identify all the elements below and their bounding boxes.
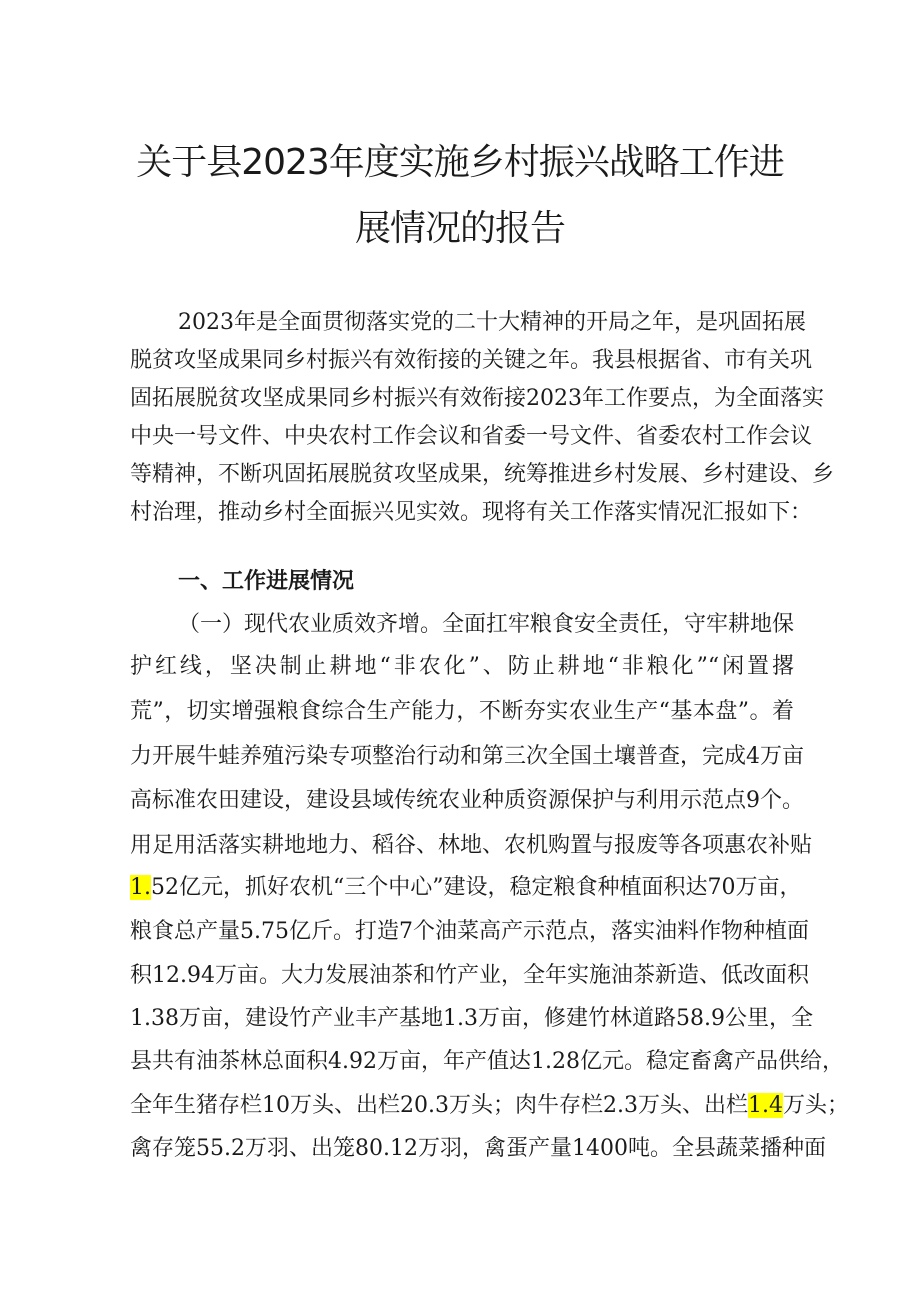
intro-line-4: 中央一号文件、中央农村工作会议和省委一号文件、省委农村工作会议: [130, 424, 813, 449]
document-title-line2: 展情况的报告: [354, 208, 565, 249]
paragraph-line-12: [130, 1091, 849, 1121]
paragraph-line-11: 县共有油茶林总面积4.92万亩，年产值达1.28亿元。稳定畜禽产品供给，: [130, 1049, 844, 1074]
paragraph-line-6: 用足用活落实耕地地力、稻谷、林地、农机购置与报废等各项惠农补贴: [130, 833, 813, 858]
document-title-line1: 关于县2023年度实施乡村振兴战略工作进: [136, 142, 784, 183]
intro-line-2: 脱贫攻坚成果同乡村振兴有效衔接的关键之年。我县根据省、市有关巩: [130, 348, 813, 373]
paragraph-line-2: 护红线，坚决制止耕地“非农化”、防止耕地“非粮化”“闲置撂: [130, 654, 794, 679]
paragraph-line-8: 粮食总产量5.75亿斤。打造7个油菜高产示范点，落实油料作物种植面: [130, 919, 809, 944]
intro-line-6: 村治理，推动乡村全面振兴见实效。现将有关工作落实情况汇报如下：: [130, 500, 813, 525]
paragraph-line-13: 禽存笼55.2万羽、出笼80.12万羽，禽蛋产量1400吨。全县蔬菜播种面: [130, 1136, 826, 1161]
highlighted-text: 1.4: [747, 1093, 783, 1118]
intro-line-1: 2023年是全面贯彻落实党的二十大精神的开局之年，是巩固拓展: [178, 310, 806, 335]
intro-line-5: 等精神，不断巩固拓展脱贫攻坚成果，统筹推进乡村发展、乡村建设、乡: [130, 462, 835, 487]
paragraph-line-7: [130, 873, 802, 903]
paragraph-line-10: 1.38万亩，建设竹产业丰产基地1.3万亩，修建竹林道路58.9公里，全: [130, 1006, 813, 1031]
paragraph-line-12-text-a: 全年生猪存栏10万头、出栏20.3万头；肉牛存栏2.3万头、出栏: [130, 1093, 748, 1118]
paragraph-line-5: 高标准农田建设，建设县域传统农业种质资源保护与利用示范点9个。: [130, 788, 804, 813]
paragraph-line-7-text: 52亿元，抓好农机“三个中心”建设，稳定粮食种植面积达70万亩，: [151, 875, 802, 900]
paragraph-line-9: 积12.94万亩。大力发展油茶和竹产业，全年实施油茶新造、低改面积: [130, 963, 809, 988]
paragraph-line-4: 力开展牛蛙养殖污染专项整治行动和第三次全国土壤普查，完成4万亩: [130, 744, 804, 769]
section-heading: 一、工作进展情况: [178, 569, 355, 594]
highlighted-text: 1.: [130, 875, 151, 900]
paragraph-line-3: 荒”，切实增强粮食综合生产能力，不断夯实农业生产“基本盘”。着: [130, 699, 794, 724]
paragraph-line-1: （一）现代农业质效齐增。全面扛牢粮食安全责任，守牢耕地保: [178, 612, 795, 637]
paragraph-line-12-text-b: 万头；: [782, 1093, 849, 1118]
intro-line-3: 固拓展脱贫攻坚成果同乡村振兴有效衔接2023年工作要点，为全面落实: [130, 386, 824, 411]
